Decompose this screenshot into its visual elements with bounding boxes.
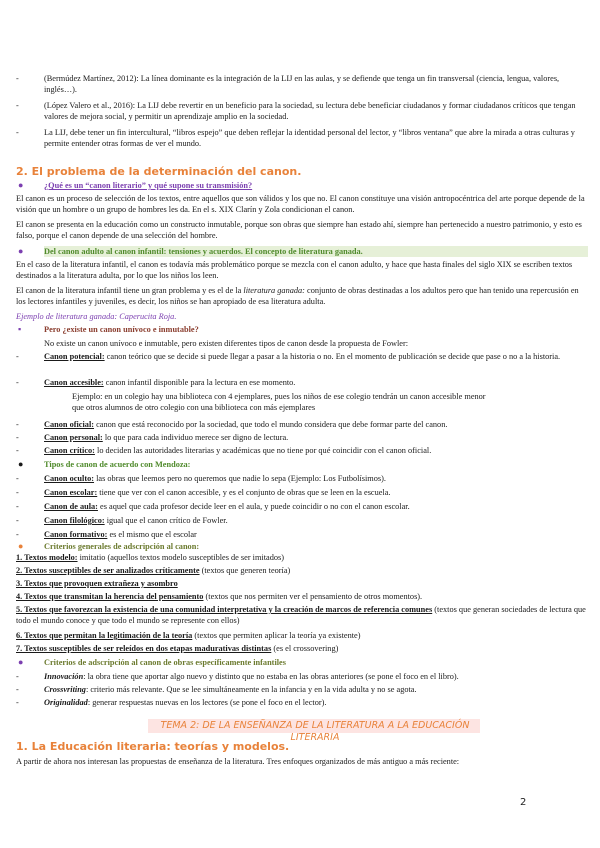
question-heading: ¿Qué es un “canon literario” y qué supone su transmisión? bbox=[44, 181, 253, 190]
term: Canon oficial: bbox=[44, 420, 95, 429]
term-desc: lo que para cada individuo merece ser digno de lectura. bbox=[102, 433, 289, 442]
list-item bbox=[16, 73, 588, 95]
dash-marker: - bbox=[16, 685, 19, 694]
dash-marker: - bbox=[16, 74, 19, 83]
term: 3. Textos que provoquen extrañeza y asombro bbox=[16, 579, 178, 588]
paragraph: A partir de ahora nos interesan las propuestas de enseñanza de la literatura. Tres enfoques organizados de más antiguo a más reciente: bbox=[16, 757, 460, 766]
term-desc: : criterio más relevante. Que se lee simultáneamente en la infancia y en la vida adulta y no se agota. bbox=[85, 685, 417, 694]
criterio-line bbox=[16, 565, 588, 576]
term: Canon accesible: bbox=[44, 378, 104, 387]
term-desc: canon que está reconocido por la sociedad, que todo el mundo considera que debe formar parte del canon. bbox=[94, 420, 448, 429]
list-item bbox=[16, 529, 588, 540]
criterio-line bbox=[16, 591, 588, 602]
dash-marker: - bbox=[16, 672, 19, 681]
bullet-dot-icon: ● bbox=[18, 541, 24, 551]
criterio-line bbox=[16, 604, 588, 626]
dash-marker: - bbox=[16, 433, 19, 442]
paragraph: El canon es un proceso de selección de los textos, entre aquellos que son válidos y los que no. El canon constituye una visión antropocéntrica del arte porque depende de la visión que un hombre o un grupo de hombres les da. En el s. XIX Clarín y Zola condicionan el canon. bbox=[16, 194, 585, 215]
term-desc: (textos que generan sociedades de lectura que todo el mundo conoce y que todo el mundo se represente con ellos) bbox=[16, 605, 586, 626]
bullet-dot-icon: ● bbox=[18, 459, 24, 469]
list-item bbox=[16, 684, 588, 695]
list-item bbox=[16, 697, 588, 708]
term-desc: (textos que nos permiten ver el pensamiento de otros momentos). bbox=[203, 592, 423, 601]
dash-marker: - bbox=[16, 488, 19, 497]
bullet-dot-icon: ● bbox=[18, 246, 24, 256]
term: 4. Textos que transmitan la herencia del pensamiento bbox=[16, 592, 204, 601]
dash-marker: - bbox=[16, 446, 19, 455]
paragraph: No existe un canon unívoco e inmutable, pero existen diferentes tipos de canon desde la propuesta de Fowler: bbox=[44, 339, 409, 348]
bullet-question bbox=[16, 324, 588, 335]
term: 7. Textos susceptibles de ser releídos en dos etapas madurativas distintas bbox=[16, 644, 272, 653]
paragraph bbox=[16, 285, 588, 307]
dash-marker: - bbox=[16, 474, 19, 483]
list-item bbox=[16, 515, 588, 526]
dash-marker: - bbox=[16, 128, 19, 137]
list-item-text: (López Valero et al., 2016): La LIJ debe revertir en un beneficio para la sociedad, su lectura debe beneficiar ciudadanos y formar ciudadanos críticos que tengan valores de mejora social, y permitir un aprendizaje amplio en la sociedad. bbox=[44, 101, 576, 122]
bullet-question bbox=[16, 541, 588, 552]
term: 5. Textos que favorezcan la existencia de una comunidad interpretativa y la creación de marcos de referencia comunes bbox=[16, 605, 433, 614]
list-item bbox=[16, 501, 588, 512]
bullet-dot-icon: ● bbox=[18, 657, 24, 667]
dash-marker: - bbox=[16, 502, 19, 511]
dash-marker: - bbox=[16, 420, 19, 429]
bullet-question bbox=[16, 459, 588, 470]
term-desc: es el mismo que el escolar bbox=[107, 530, 197, 539]
term-desc: canon infantil disponible para la lectura en ese momento. bbox=[103, 378, 296, 387]
bullet-question bbox=[16, 246, 588, 257]
question-heading: Del canon adulto al canon infantil: tensiones y acuerdos. El concepto de literatura ganada. bbox=[44, 246, 588, 257]
text-run-italic: literatura ganada: bbox=[243, 286, 305, 295]
criterio-line bbox=[16, 630, 588, 641]
list-item-text: (Bermúdez Martínez, 2012): La línea dominante es la integración de la LIJ en las aulas, y se defiende que tenga un fin transversal (ciencia, lengua, valores, inglés…). bbox=[44, 74, 560, 95]
paragraph: El canon se presenta en la educación como un constructo inmutable, porque son obras que siempre han estado ahí, siempre han pertenecido a nuestro patrimonio, y esto es falso, porque el canon depende de una selección del hombre. bbox=[16, 220, 582, 241]
term-desc: igual que el canon crítico de Fowler. bbox=[104, 516, 228, 525]
term-desc: : generar respuestas nuevas en los lectores (se pone el foco en el lector). bbox=[87, 698, 327, 707]
term: Crossvriting bbox=[44, 685, 86, 694]
term: Innovación bbox=[44, 672, 84, 681]
list-item bbox=[16, 671, 588, 682]
term: Originalidad bbox=[44, 698, 88, 707]
list-item bbox=[16, 351, 588, 362]
tema-title: TEMA 2: DE LA ENSEÑANZA DE LA LITERATURA A LA EDUCACIÓN LITERARIA bbox=[160, 720, 470, 743]
criterio-line bbox=[16, 578, 588, 589]
term: Canon de aula: bbox=[44, 502, 98, 511]
dash-marker: - bbox=[16, 378, 19, 387]
dash-marker: - bbox=[16, 698, 19, 707]
bullet-question bbox=[16, 657, 588, 668]
question-heading: Criterios generales de adscripción al canon: bbox=[44, 542, 200, 551]
section-heading: 2. El problema de la determinación del canon. bbox=[16, 165, 302, 178]
criterio-line bbox=[16, 643, 588, 654]
term-desc: : la obra tiene que aportar algo nuevo y distinto que no estaba en las obras anteriores (se pone el foco en el libro). bbox=[83, 672, 459, 681]
dash-marker: - bbox=[16, 352, 19, 361]
section-heading: 1. La Educación literaria: teorías y modelos. bbox=[16, 740, 290, 753]
list-item bbox=[16, 445, 588, 456]
paragraph: En el caso de la literatura infantil, el canon es todavía más problemático porque se mezcla con el canon adulto, y hace que hasta finales del siglo XIX se escriben textos destinados a la literatura adulta, por lo que los niños los leen. bbox=[16, 260, 573, 281]
list-item bbox=[16, 473, 588, 484]
term: Canon escolar: bbox=[44, 488, 98, 497]
list-item bbox=[16, 377, 588, 388]
list-item-text: La LIJ, debe tener un fin intercultural, “libros espejo” que deben reflejar la identidad personal del lector, y “libros ventana” que abre la mirada a otras culturas y permite entender otras formas de ver el mundo. bbox=[44, 128, 575, 149]
text-run: conjunto de obras destinadas a los adultos pero que han tenido una repercusión en los lectores infantiles y juveniles, es decir, los niños se han apropiado de esa literatura adulta. bbox=[16, 286, 579, 307]
term-desc: imitatio (aquellos textos modelo susceptibles de ser imitados) bbox=[77, 553, 285, 562]
term: 6. Textos que permitan la legitimación de la teoría bbox=[16, 631, 193, 640]
term-desc: (textos que generen teoría) bbox=[199, 566, 291, 575]
text-run: El canon de la literatura infantil tiene un gran problema y es el de la bbox=[16, 286, 244, 295]
question-heading: Criterios de adscripción al canon de obras específicamente infantiles bbox=[44, 658, 286, 667]
dash-marker: - bbox=[16, 516, 19, 525]
term-desc: es aquel que cada profesor decide leer en el aula, y puede coincidir o no con el canon escolar. bbox=[97, 502, 410, 511]
term-desc: canon teórico que se decide si puede llegar a pasar a la historia o no. En el momento de publicación se decide que pase o no a la historia. bbox=[104, 352, 561, 361]
term-desc: las obras que leemos pero no queremos que nadie lo sepa (Ejemplo: Los Futbolísimos). bbox=[94, 474, 386, 483]
term-desc: (textos que permiten aplicar la teoría ya existente) bbox=[192, 631, 361, 640]
term: Canon crítico: bbox=[44, 446, 95, 455]
list-item bbox=[16, 100, 588, 122]
square-bullet-icon: ▪ bbox=[18, 324, 22, 334]
term: 1. Textos modelo: bbox=[16, 553, 78, 562]
term-desc: tiene que ver con el canon accesible, y es el conjunto de obras que se leen en la escuela. bbox=[97, 488, 391, 497]
example-line: Ejemplo de literatura ganada: Caperucita Roja. bbox=[16, 312, 177, 321]
list-item bbox=[16, 487, 588, 498]
list-item bbox=[16, 432, 588, 443]
question-heading: Pero ¿existe un canon unívoco e inmutable? bbox=[44, 325, 199, 334]
term: Canon personal: bbox=[44, 433, 103, 442]
bullet-dot-icon: ● bbox=[18, 180, 24, 190]
dash-marker: - bbox=[16, 101, 19, 110]
dash-marker: - bbox=[16, 530, 19, 539]
example-paragraph: Ejemplo: en un colegio hay una biblioteca con 4 ejemplares, pues los niños de ese colegio tendrán un canon accesible menor que otros alumnos de otro colegio con una biblioteca con más ejemplares bbox=[72, 392, 486, 413]
criterio-line bbox=[16, 552, 588, 563]
page-number: 2 bbox=[520, 797, 527, 808]
bullet-question bbox=[16, 180, 588, 191]
term: Canon formativo: bbox=[44, 530, 108, 539]
term-desc: (es el crossovering) bbox=[271, 644, 339, 653]
term: 2. Textos susceptibles de ser analizados críticamente bbox=[16, 566, 200, 575]
term: Canon potencial: bbox=[44, 352, 105, 361]
question-heading: Tipos de canon de acuerdo con Mendoza: bbox=[44, 460, 191, 469]
list-item bbox=[16, 127, 588, 149]
term-desc: lo deciden las autoridades literarias y académicas que no tiene por qué coincidir con el canon oficial. bbox=[94, 446, 432, 455]
list-item bbox=[16, 419, 588, 430]
term: Canon oculto: bbox=[44, 474, 95, 483]
term: Canon filológico: bbox=[44, 516, 105, 525]
